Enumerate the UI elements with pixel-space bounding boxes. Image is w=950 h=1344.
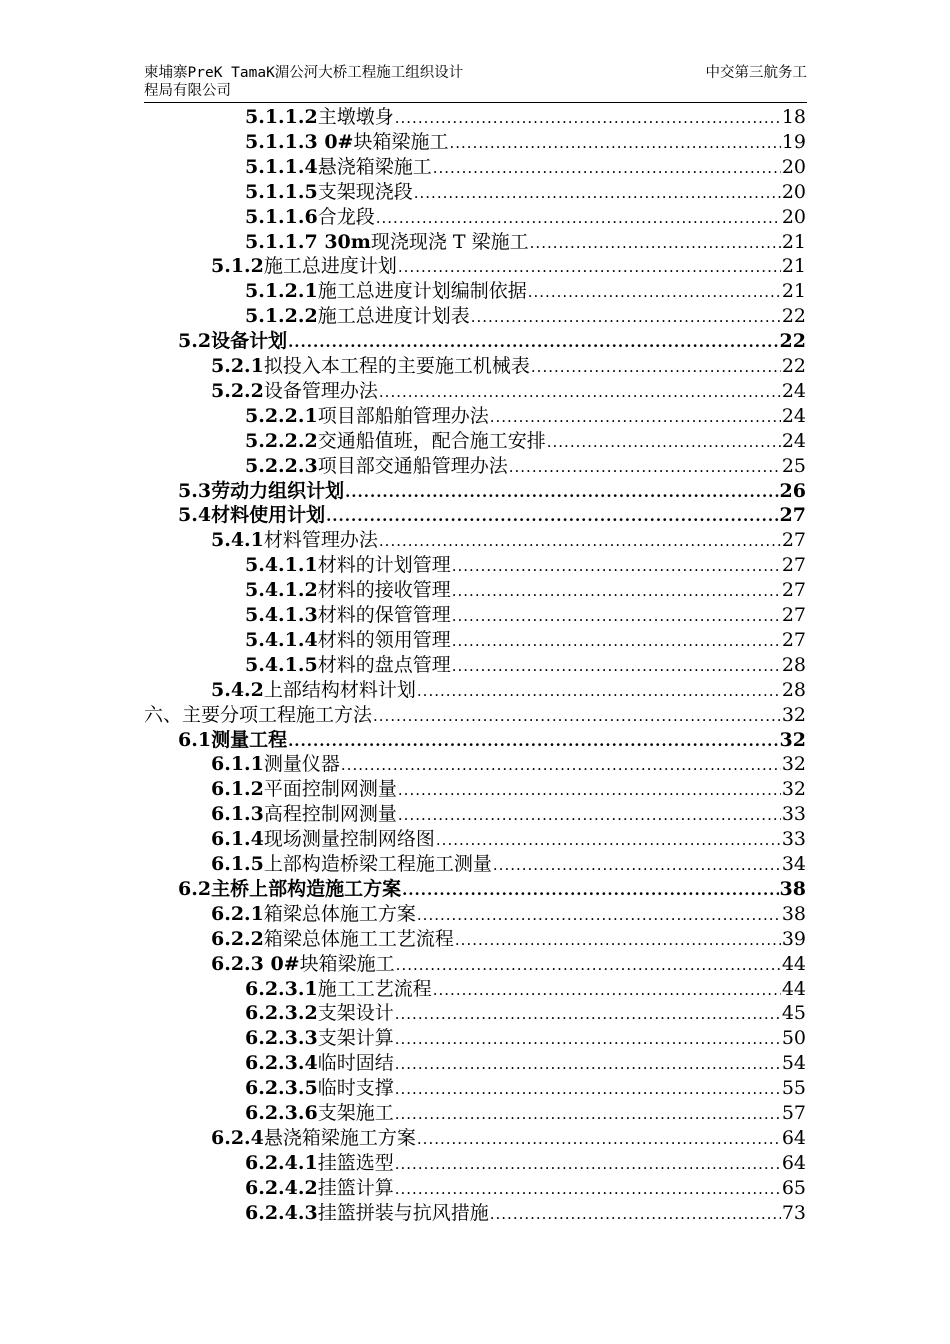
toc-entry-number: 5.2.2 — [211, 379, 264, 402]
toc-entry[interactable] — [0, 852, 806, 877]
toc-entry-title: 测量仪器 — [263, 753, 340, 776]
toc-dot-leader — [452, 629, 781, 654]
toc-entry-number: 5.1.1.4 — [245, 155, 318, 178]
toc-entry-number: 5.2 — [178, 330, 212, 353]
toc-entry[interactable] — [0, 528, 806, 553]
toc-dot-leader — [379, 529, 781, 554]
toc-dot-leader — [395, 1027, 781, 1052]
toc-entry-page-number: 64 — [781, 1126, 806, 1149]
toc-dot-leader — [433, 978, 781, 1003]
toc-dot-leader — [395, 1002, 781, 1027]
toc-entry-title: 施工总进度计划编制依据 — [317, 280, 527, 303]
toc-entry-number: 5.1.1.2 — [245, 106, 318, 128]
toc-entry-number: 5.1.1.7 30m — [245, 230, 371, 253]
toc-dot-leader — [288, 330, 778, 355]
toc-dot-leader — [490, 1202, 781, 1227]
toc-dot-leader — [376, 206, 781, 231]
toc-dot-leader — [341, 753, 781, 778]
toc-entry-number: 6.1.2 — [211, 778, 264, 801]
toc-entry-page-number: 44 — [781, 977, 806, 1000]
toc-entry-title: 材料的计划管理 — [317, 554, 451, 577]
toc-entry-title: 材料的接收管理 — [317, 579, 451, 602]
toc-entry-page-number: 20 — [781, 180, 806, 203]
toc-entry-number: 6.2.3 0# — [211, 952, 300, 975]
toc-entry-number: 6.2.2 — [211, 927, 264, 950]
toc-entry-number: 5.4.1.3 — [245, 604, 318, 626]
toc-dot-leader — [373, 704, 781, 729]
toc-entry-title: 材料的盘点管理 — [317, 653, 451, 676]
toc-dot-leader — [395, 1052, 781, 1077]
toc-entry-number: 5.4.1.5 — [245, 653, 318, 676]
toc-dot-leader — [395, 1102, 781, 1127]
toc-entry[interactable] — [0, 703, 806, 728]
toc-entry-title: 支架施工 — [317, 1102, 394, 1124]
toc-dot-leader — [414, 181, 781, 206]
toc-entry[interactable] — [0, 628, 806, 653]
toc-entry-title: 临时支撑 — [317, 1077, 394, 1100]
toc-entry-title: 箱梁总体施工工艺流程 — [263, 927, 454, 950]
toc-entry[interactable] — [0, 1051, 806, 1076]
toc-entry-page-number: 45 — [781, 1002, 806, 1025]
toc-entry-number: 6.2.3.3 — [245, 1027, 318, 1050]
toc-entry-page-number: 22 — [779, 330, 806, 353]
toc-entry-number: 5.2.2.2 — [245, 429, 318, 452]
header-title-line2: 程局有限公司 — [144, 83, 231, 99]
toc-entry-number: 5.4.2 — [211, 678, 264, 701]
toc-entry-page-number: 27 — [779, 504, 806, 527]
toc-entry-title: 悬浇箱梁施工 — [317, 155, 432, 178]
toc-entry-number: 5.1.1.6 — [245, 205, 318, 228]
toc-dot-leader — [452, 654, 781, 679]
toc-entry-title: 高程控制网测量 — [263, 803, 397, 826]
toc-entry-page-number: 38 — [781, 902, 806, 925]
toc-entry-number: 5.3 — [178, 479, 212, 502]
toc-entry-title: 上部结构材料计划 — [263, 678, 416, 701]
toc-entry[interactable] — [0, 678, 806, 703]
toc-entry[interactable] — [0, 877, 806, 902]
toc-entry-page-number: 25 — [781, 454, 806, 477]
toc-entry[interactable] — [0, 952, 806, 977]
toc-entry[interactable] — [0, 354, 806, 379]
toc-entry-page-number: 33 — [781, 803, 806, 826]
toc-entry-page-number: 32 — [781, 778, 806, 801]
toc-entry-page-number: 24 — [781, 379, 806, 402]
toc-entry[interactable] — [0, 728, 806, 753]
toc-entry-title: 施工工艺流程 — [317, 977, 432, 1000]
toc-entry-title: 挂篮选型 — [317, 1151, 394, 1174]
toc-entry[interactable] — [0, 479, 806, 504]
toc-entry-number: 5.4 — [178, 504, 212, 527]
toc-dot-leader — [417, 903, 781, 928]
toc-entry-title: 材料使用计划 — [211, 504, 326, 527]
toc-entry-number: 5.2.2.1 — [245, 404, 318, 427]
toc-entry-page-number: 34 — [781, 853, 806, 875]
toc-entry-page-number: 20 — [781, 205, 806, 228]
toc-entry[interactable] — [0, 603, 806, 628]
toc-entry-number: 6.2.3.5 — [245, 1077, 318, 1100]
toc-entry-number: 6.1.3 — [211, 803, 264, 826]
toc-dot-leader — [471, 305, 781, 330]
toc-entry-page-number: 27 — [781, 554, 806, 577]
toc-entry-number: 6.2.4 — [211, 1126, 264, 1149]
toc-entry[interactable] — [0, 180, 806, 205]
toc-entry-page-number: 65 — [781, 1176, 806, 1199]
toc-dot-leader — [450, 131, 781, 156]
toc-entry-title: 块箱梁施工 — [353, 130, 449, 153]
toc-entry-title: 设备计划 — [211, 330, 288, 353]
toc-entry-number: 6.2.3.1 — [245, 977, 318, 1000]
toc-dot-leader — [395, 1077, 781, 1102]
header-company: 中交第三航务工 — [705, 65, 807, 81]
toc-entry-title: 挂篮计算 — [317, 1176, 394, 1199]
toc-entry-title: 块箱梁施工 — [299, 952, 395, 975]
toc-entry-number: 5.4.1.4 — [245, 628, 318, 651]
toc-entry-number: 6.2.4.3 — [245, 1201, 318, 1224]
toc-entry-page-number: 38 — [779, 877, 806, 900]
toc-entry-number: 6.2 — [178, 877, 212, 900]
header-title-line1: 柬埔寨PreK TamaK湄公河大桥工程施工组织设计 — [144, 65, 464, 81]
toc-entry[interactable] — [0, 503, 806, 528]
toc-entry-title: 材料的保管管理 — [317, 604, 451, 626]
toc-entry-page-number: 27 — [781, 579, 806, 602]
toc-entry-page-number: 26 — [779, 479, 806, 502]
toc-entry[interactable] — [0, 1101, 806, 1126]
toc-entry[interactable] — [0, 329, 806, 354]
toc-entry[interactable] — [0, 205, 806, 230]
toc-dot-leader — [490, 405, 781, 430]
toc-entry[interactable] — [0, 1176, 806, 1201]
toc-entry-number: 6.1 — [178, 728, 212, 751]
toc-entry[interactable] — [0, 404, 806, 429]
toc-entry-number: 5.1.2.1 — [245, 280, 318, 303]
toc-entry-page-number: 27 — [781, 529, 806, 552]
toc-entry-number: 6.2.3.6 — [245, 1102, 318, 1124]
toc-dot-leader — [395, 1152, 781, 1177]
toc-entry[interactable] — [0, 777, 806, 802]
toc-entry-title: 材料的领用管理 — [317, 628, 451, 651]
toc-entry-number: 6.1.4 — [211, 828, 264, 851]
toc-entry-page-number: 57 — [781, 1102, 806, 1124]
toc-dot-leader — [326, 504, 778, 529]
toc-dot-leader — [398, 255, 781, 280]
toc-entry-number: 6.2.4.1 — [245, 1151, 318, 1174]
toc-entry-number: 6.2.1 — [211, 902, 264, 925]
toc-entry[interactable] — [0, 802, 806, 827]
toc-entry-page-number: 33 — [781, 828, 806, 851]
toc-entry[interactable] — [0, 254, 806, 279]
toc-entry-page-number: 54 — [781, 1052, 806, 1075]
toc-dot-leader — [417, 679, 781, 704]
toc-dot-leader — [493, 853, 781, 878]
toc-entry-page-number: 21 — [781, 255, 806, 278]
toc-dot-leader — [398, 778, 781, 803]
toc-entry[interactable] — [0, 279, 806, 304]
toc-entry-title: 拟投入本工程的主要施工机械表 — [263, 355, 530, 377]
toc-entry-number: 5.2.1 — [211, 355, 264, 377]
toc-entry[interactable] — [0, 1201, 806, 1226]
toc-entry-page-number: 28 — [781, 653, 806, 676]
toc-entry-title: 支架设计 — [317, 1002, 394, 1025]
toc-entry-number: 5.4.1 — [211, 529, 264, 552]
toc-dot-leader — [433, 156, 781, 181]
toc-dot-leader — [288, 729, 778, 754]
toc-entry-page-number: 21 — [781, 230, 806, 253]
toc-entry[interactable] — [0, 230, 806, 255]
toc-dot-leader — [455, 928, 781, 953]
toc-entry[interactable] — [0, 827, 806, 852]
toc-entry-page-number: 22 — [781, 305, 806, 328]
toc-entry-page-number: 32 — [781, 703, 806, 726]
toc-entry[interactable] — [0, 902, 806, 927]
toc-dot-leader — [436, 828, 781, 853]
toc-entry-title: 施工总进度计划 — [263, 255, 397, 278]
toc-dot-leader — [396, 953, 781, 978]
toc-entry-number: 5.4.1.2 — [245, 579, 318, 602]
toc-entry[interactable] — [0, 927, 806, 952]
toc-entry-title: 劳动力组织计划 — [211, 479, 345, 502]
toc-entry-page-number: 21 — [781, 280, 806, 303]
toc-entry-number: 6.1.1 — [211, 753, 264, 776]
toc-dot-leader — [417, 1127, 781, 1152]
toc-dot-leader — [398, 803, 781, 828]
toc-dot-leader — [379, 380, 781, 405]
toc-entry-page-number: 39 — [781, 927, 806, 950]
toc-entry-title: 合龙段 — [317, 205, 375, 228]
toc-entry-title: 上部构造桥梁工程施工测量 — [263, 853, 492, 875]
toc-entry-page-number: 44 — [781, 952, 806, 975]
toc-dot-leader — [531, 355, 781, 380]
toc-entry-title: 平面控制网测量 — [263, 778, 397, 801]
toc-dot-leader — [547, 430, 781, 455]
toc-entry[interactable] — [0, 105, 806, 130]
toc-dot-leader — [402, 878, 778, 903]
toc-entry-number: 6.2.3.2 — [245, 1002, 318, 1025]
toc-entry-page-number: 32 — [781, 753, 806, 776]
toc-entry-page-number: 24 — [781, 404, 806, 427]
toc-entry-title: 挂篮拼装与抗风措施 — [317, 1201, 489, 1224]
toc-entry[interactable] — [0, 1126, 806, 1151]
toc-entry[interactable] — [0, 1001, 806, 1026]
toc-entry-title: 项目部船舶管理办法 — [317, 404, 489, 427]
toc-entry-title: 交通船值班，配合施工安排 — [317, 429, 546, 452]
toc-dot-leader — [509, 455, 781, 480]
toc-entry-page-number: 18 — [781, 106, 806, 128]
header-document-title — [144, 64, 564, 100]
toc-dot-leader — [528, 280, 781, 305]
toc-entry-number: 5.1.1.3 0# — [245, 130, 354, 153]
toc-entry[interactable] — [0, 429, 806, 454]
toc-entry-number: 6.2.3.4 — [245, 1052, 318, 1075]
toc-entry-page-number: 32 — [779, 728, 806, 751]
toc-entry-page-number: 50 — [781, 1027, 806, 1050]
toc-dot-leader — [452, 604, 781, 629]
toc-entry-title: 支架计算 — [317, 1027, 394, 1050]
toc-entry[interactable] — [0, 155, 806, 180]
toc-entry-page-number: 28 — [781, 678, 806, 701]
page-header — [144, 64, 807, 103]
toc-entry-title: 施工总进度计划表 — [317, 305, 470, 328]
toc-dot-leader — [452, 579, 781, 604]
toc-entry[interactable] — [0, 752, 806, 777]
toc-entry[interactable] — [0, 379, 806, 404]
toc-entry-title: 支架现浇段 — [317, 180, 413, 203]
toc-entry-number: 6.1.5 — [211, 853, 264, 875]
toc-entry-number: 5.1.2 — [211, 255, 264, 278]
toc-entry-number: 5.4.1.1 — [245, 554, 318, 577]
toc-entry-title: 设备管理办法 — [263, 379, 378, 402]
toc-entry-title: 主桥上部构造施工方案 — [211, 877, 402, 900]
toc-dot-leader — [345, 480, 778, 505]
toc-entry-page-number: 27 — [781, 628, 806, 651]
toc-dot-leader — [530, 231, 781, 256]
toc-entry-title: 项目部交通船管理办法 — [317, 454, 508, 477]
toc-entry[interactable] — [0, 1026, 806, 1051]
toc-entry-title: 测量工程 — [211, 728, 288, 751]
toc-entry-number: 6.2.4.2 — [245, 1176, 318, 1199]
toc-entry[interactable] — [0, 553, 806, 578]
toc-entry-page-number: 27 — [781, 604, 806, 626]
toc-entry[interactable] — [0, 130, 806, 155]
toc-entry-title: 箱梁总体施工方案 — [263, 902, 416, 925]
toc-entry-number: 5.2.2.3 — [245, 454, 318, 477]
toc-entry[interactable] — [0, 977, 806, 1002]
toc-entry-number: 5.1.2.2 — [245, 305, 318, 328]
toc-entry-title: 现场测量控制网络图 — [263, 828, 435, 851]
toc-entry[interactable] — [0, 578, 806, 603]
toc-dot-leader — [452, 554, 781, 579]
toc-dot-leader — [395, 1177, 781, 1202]
toc-entry-title: 现浇现浇 T 梁施工 — [370, 230, 529, 253]
toc-entry-page-number: 64 — [781, 1151, 806, 1174]
toc-entry-page-number: 19 — [781, 130, 806, 153]
toc-entry[interactable] — [0, 653, 806, 678]
toc-entry[interactable] — [0, 1151, 806, 1176]
toc-entry-title: 材料管理办法 — [263, 529, 378, 552]
toc-entry-number: 5.1.1.5 — [245, 180, 318, 203]
toc-entry[interactable] — [0, 304, 806, 329]
toc-entry-title: 临时固结 — [317, 1052, 394, 1075]
toc-entry-page-number: 55 — [781, 1077, 806, 1100]
toc-entry-page-number: 73 — [781, 1201, 806, 1224]
toc-entry[interactable] — [0, 1076, 806, 1101]
toc-dot-leader — [395, 106, 781, 131]
toc-entry-page-number: 22 — [781, 355, 806, 377]
toc-entry-page-number: 20 — [781, 155, 806, 178]
toc-entry-title: 主墩墩身 — [317, 106, 394, 128]
toc-entry[interactable] — [0, 454, 806, 479]
toc-entry-page-number: 24 — [781, 429, 806, 452]
toc-entry-title: 六、主要分项工程施工方法 — [144, 703, 373, 726]
toc-entry-title: 悬浇箱梁施工方案 — [263, 1126, 416, 1149]
